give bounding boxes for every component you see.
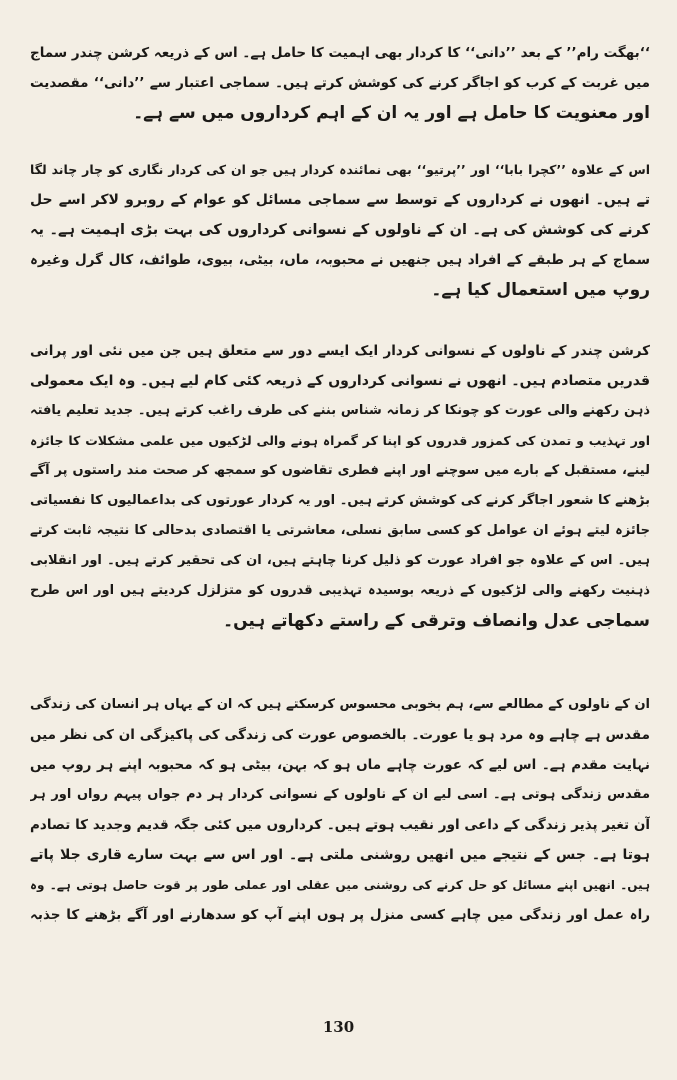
text-line: اور تہذیب و تمدن کی کمزور قدروں کو اپنا کر گمراہ ہونے والی لڑکیوں میں علمی مشکلات کا جائزہ: [30, 433, 650, 448]
paragraph-3: [30, 336, 650, 636]
text-line: اس کے علاوہ ’’کچرا بابا‘‘ اور ’’پرتیو‘‘ بھی نمائندہ کردار ہیں جو ان کی کردار نگاری کو چار چاند لگا: [30, 162, 650, 177]
text-line: ذہن رکھنے والی عورت کو چونکا کر زمانہ شناس بننے کی طرف راغب کرتے ہیں۔ جدید تعلیم یافتہ: [30, 403, 650, 418]
text-line: مقدس زندگی ہوتی ہے۔ اسی لیے ان کے ناولوں کے نسوانی کردار ہر دم جواں پیہم رواں اور ہر: [30, 787, 650, 802]
text-line: ہوتا ہے۔ جس کے نتیجے میں انھیں روشنی ملتی ہے۔ اور اس سے بہت سارے قاری جلا پاتے: [30, 847, 650, 863]
text-line: سماجی عدل وانصاف وترقی کے راستے دکھاتے ہیں۔: [223, 611, 650, 631]
text-line: ان کے ناولوں کے مطالعے سے، ہم بخوبی محسوس کرسکتے ہیں کہ ان کے یہاں ہر انسان کی زندگی: [30, 697, 650, 712]
text-line: نہایت مقدم ہے۔ اس لیے کہ عورت چاہے ماں ہو کہ بہن، بیٹی ہو کہ محبوبہ اپنے ہر روپ میں: [30, 757, 650, 773]
text-line: ہیں۔ اس کے علاوہ جو افراد عورت کو ذلیل کرنا چاہتے ہیں، ان کی تحقیر کرتے ہیں۔ اور انقلابی: [30, 553, 650, 568]
paragraph-1: [30, 38, 650, 128]
text-line: روپ میں استعمال کیا ہے۔: [431, 280, 650, 300]
text-line: ہیں۔ انھیں اپنے مسائل کو حل کرنے کی روشنی میں عقلی اور عملی طور پر قوت حاصل ہوتی ہے۔ وہ: [30, 878, 650, 892]
text-line: ذہنیت رکھنے والی لڑکیوں کے ذریعہ بوسیدہ تہذیبی قدروں کو متزلزل کردیتے ہیں اور اس طرح: [30, 583, 650, 598]
text-line: لینے، مستقبل کے بارے میں سوچنے اور اپنے فطری تقاضوں کو سمجھ کر صحت مند راستوں پر آگے: [30, 463, 650, 478]
text-line: مقدس ہے چاہے وہ مرد ہو یا عورت۔ بالخصوص عورت کی زندگی کی پاکیزگی ان کی نظر میں: [30, 727, 650, 743]
text-line: کرنے کی کوشش کی ہے۔ ان کے ناولوں کے نسوانی کرداروں کی بہت بڑی اہمیت ہے۔ یہ: [30, 222, 650, 238]
text-line: آن تغیر پذیر زندگی کے داعی اور نقیب ہوتے ہیں۔ کرداروں میں کئی جگہ قدیم وجدید کا تصادم: [30, 817, 650, 833]
text-line: کرشن چندر کے ناولوں کے نسوانی کردار ایک ایسے دور سے متعلق ہیں جن میں نئی اور پرانی: [30, 343, 650, 359]
text-line: اور معنویت کا حامل ہے اور یہ ان کے اہم کرداروں میں سے ہے۔: [133, 103, 650, 123]
page-number: 130: [322, 1018, 355, 1036]
text-line: تے ہیں۔ انھوں نے کرداروں کے توسط سے سماجی مسائل کو عوام کے روبرو لاکر اسے حل: [30, 192, 650, 208]
text-line: قدریں متصادم ہیں۔ انھوں نے نسوانی کرداروں کے ذریعہ کئی کام لیے ہیں۔ وہ ایک معمولی: [30, 373, 650, 389]
paragraph-2: [30, 155, 650, 305]
text-line: ‘‘بھگت رام’’ کے بعد ’’دانی‘‘ کا کردار بھی اہمیت کا حامل ہے۔ اس کے ذریعہ کرشن چندر سماج: [30, 45, 650, 61]
text-line: سماج کے ہر طبقے کے افراد ہیں جنھیں نے محبوبہ، ماں، بیٹی، بیوی، طوائف، کال گرل وغیرہ: [30, 252, 650, 268]
text-line: جائزہ لیتے ہوئے ان عوامل کو کسی سابق نسلی، معاشرتی یا اقتصادی بدحالی کا نتیجہ ثابت کرتے: [30, 523, 650, 538]
text-line: راہ عمل اور زندگی میں چاہے کسی منزل پر ہوں اپنے آپ کو سدھارنے اور آگے بڑھنے کا جذبہ: [30, 907, 650, 923]
text-line: بڑھنے کا شعور اجاگر کرنے کی کوشش کرتے ہیں۔ اور یہ کردار عورتوں کی بداعمالیوں کا نفسیاتی: [30, 493, 650, 508]
paragraph-4: [30, 690, 650, 930]
text-line: میں غربت کے کرب کو اجاگر کرنے کی کوشش کرتے ہیں۔ سماجی اعتبار سے ’’دانی‘‘ مقصدیت: [30, 75, 650, 91]
